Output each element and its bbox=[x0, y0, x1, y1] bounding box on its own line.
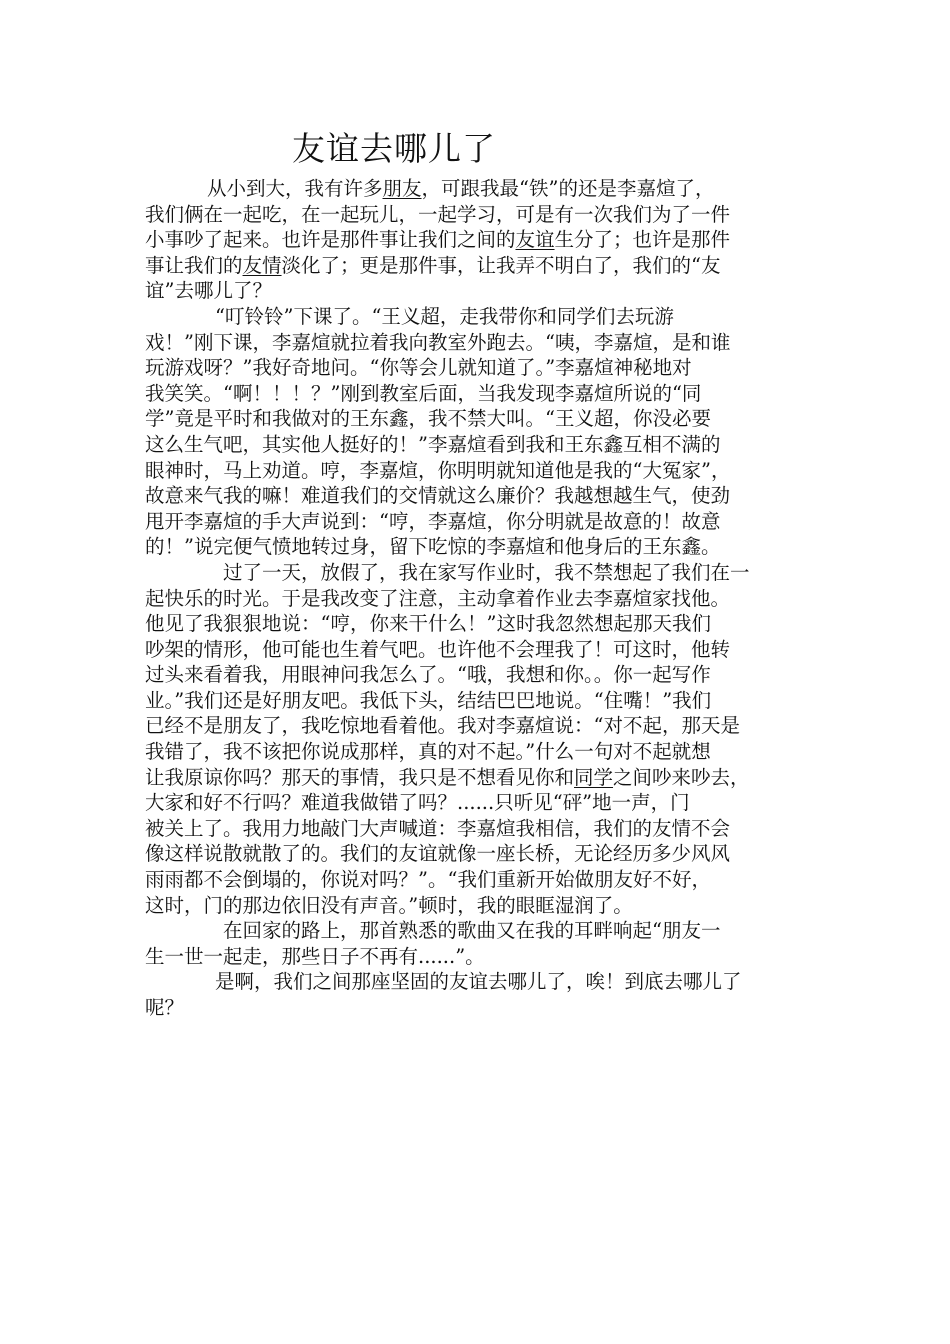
text-line: 被关上了。我用力地敲门大声喊道：李嘉煊我相信，我们的友情不会 bbox=[145, 816, 731, 840]
text-line: 的！”说完便气愤地转过身，留下吃惊的李嘉煊和他身后的王东鑫。 bbox=[145, 535, 721, 559]
text-line: 这么生气吧，其实他人挺好的！”李嘉煊看到我和王东鑫互相不满的 bbox=[145, 432, 721, 456]
text-line: 我错了，我不该把你说成那样，真的对不起。”什么一句对不起就想 bbox=[145, 740, 711, 764]
text-line: 故意来气我的嘛！难道我们的交情就这么廉价？我越想越生气，使劲 bbox=[145, 484, 731, 508]
text-line: 已经不是朋友了，我吃惊地看着他。我对李嘉煊说：“对不起，那天是 bbox=[145, 714, 740, 738]
underlined-word: 朋友 bbox=[382, 177, 422, 200]
text-line: 起快乐的时光。于是我改变了注意，主动拿着作业去李嘉煊家找他。 bbox=[145, 586, 731, 610]
text-line: 我笑笑。“啊！！！？”刚到教室后面，当我发现李嘉煊所说的“同 bbox=[145, 381, 702, 405]
text-line: 吵架的情形，他可能也生着气吧。也许他不会理我了！可这时，他转 bbox=[145, 637, 731, 661]
text-line: 玩游戏呀？”我好奇地问。“你等会儿就知道了。”李嘉煊神秘地对 bbox=[145, 356, 692, 380]
text-line: 甩开李嘉煊的手大声说到：“哼，李嘉煊，你分明就是故意的！故意 bbox=[145, 509, 721, 533]
underlined-word: 同学 bbox=[574, 765, 614, 789]
text-line: 我们俩在一起吃，在一起玩儿，一起学习，可是有一次我们为了一件 bbox=[145, 202, 731, 226]
text-line: 学”竟是平时和我做对的王东鑫，我不禁大叫。“王义超，你没必要 bbox=[145, 407, 711, 431]
text-line: 小事吵了起来。也许是那件事让我们之间的友谊生分了；也许是那件 bbox=[145, 228, 731, 252]
text-line: 谊”去哪儿了？ bbox=[145, 279, 272, 303]
text-line: 眼神时，马上劝道。哼，李嘉煊，你明明就知道他是我的“大冤家”， bbox=[145, 458, 731, 482]
underlined-word: 友谊 bbox=[515, 228, 555, 252]
text-line: 戏！”刚下课，李嘉煊就拉着我向教室外跑去。“咦，李嘉煊，是和谁 bbox=[145, 330, 731, 354]
text-line: 过头来看着我，用眼神问我怎么了。“哦，我想和你。。你一起写作 bbox=[145, 663, 711, 687]
underlined-word: 友情 bbox=[242, 253, 282, 277]
text-line: 生一世一起走，那些日子不再有......”。 bbox=[145, 944, 485, 968]
text-line: 让我原谅你吗？那天的事情，我只是不想看见你和同学之间吵来吵去， bbox=[145, 765, 750, 789]
text-line: 这时，门的那边依旧没有声音。”顿时，我的眼眶湿润了。 bbox=[145, 893, 633, 917]
text-line: “叮铃铃”下课了。“王义超，走我带你和同学们去玩游 bbox=[215, 304, 674, 328]
text-line: 他见了我狠狠地说：“哼，你来干什么！”这时我忽然想起那天我们 bbox=[145, 612, 711, 636]
text-line: 从小到大，我有许多朋友，可跟我最“铁”的还是李嘉煊了， bbox=[207, 177, 715, 200]
text-line: 雨雨都不会倒塌的，你说对吗？”。“我们重新开始做朋友好不好， bbox=[145, 868, 711, 892]
text-line: 像这样说散就散了的。我们的友谊就像一座长桥，无论经历多少风风 bbox=[145, 842, 731, 866]
essay-title: 友谊去哪儿了 bbox=[292, 129, 496, 168]
text-line: 事让我们的友情淡化了；更是那件事，让我弄不明白了，我们的“友 bbox=[145, 253, 721, 277]
text-line: 是啊，我们之间那座坚固的友谊去哪儿了，唉！到底去哪儿了 bbox=[215, 970, 742, 994]
text-line: 在回家的路上，那首熟悉的歌曲又在我的耳畔响起“朋友一 bbox=[223, 919, 721, 943]
text-line: 业。”我们还是好朋友吧。我低下头，结结巴巴地说。“住嘴！”我们 bbox=[145, 688, 712, 712]
text-line: 呢？ bbox=[145, 996, 185, 1019]
text-line: 大家和好不行吗？难道我做错了吗？......只听见“砰”地一声，门 bbox=[145, 791, 690, 815]
essay-body bbox=[145, 176, 810, 1021]
text-line: 过了一天，放假了，我在家写作业时，我不禁想起了我们在一 bbox=[223, 560, 750, 584]
